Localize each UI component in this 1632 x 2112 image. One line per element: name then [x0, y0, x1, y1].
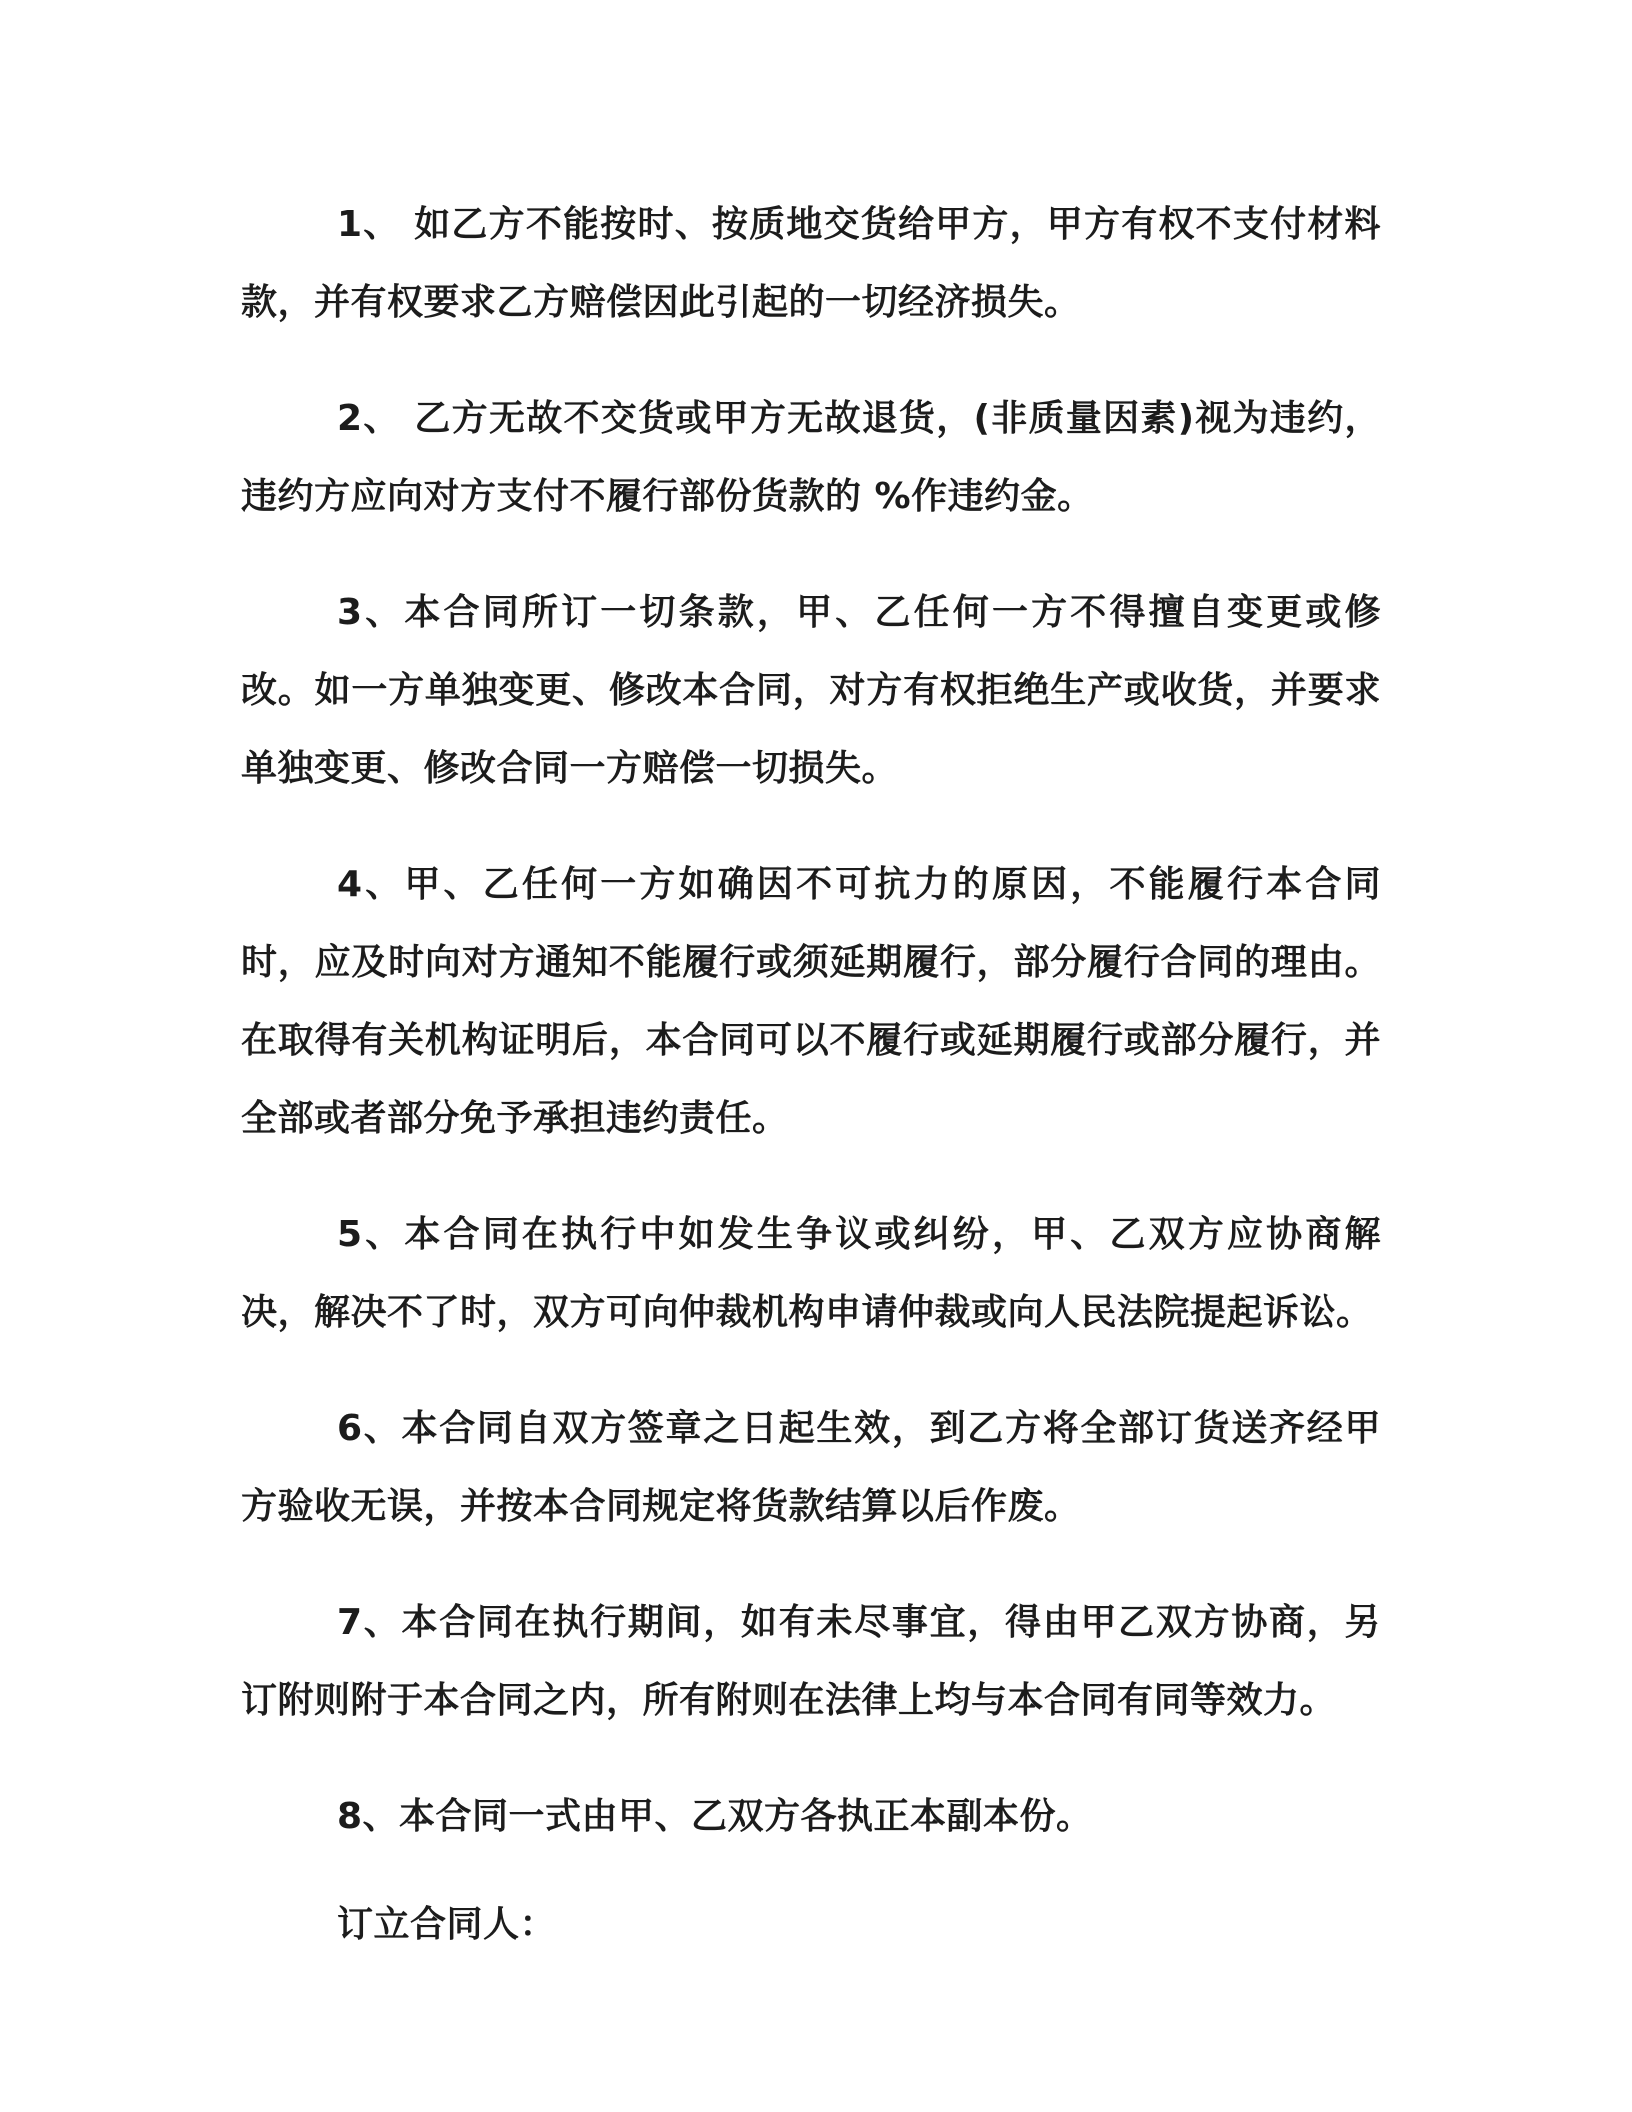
signature-label: 订立合同人：	[337, 1904, 557, 1945]
clause-7: 7、本合同在执行期间，如有未尽事宜，得由甲乙双方协商，另订附则附于本合同之内，所有附则在法律上均与本合同有同等效力。	[241, 1602, 1381, 1721]
clause-5: 5、本合同在执行中如发生争议或纠纷，甲、乙双方应协商解决，解决不了时，双方可向仲裁机构申请仲裁或向人民法院提起诉讼。	[241, 1214, 1381, 1333]
clause-2: 2、 乙方无故不交货或甲方无故退货，(非质量因素)视为违约，违约方应向对方支付不履行部份货款的 %作违约金。	[241, 398, 1381, 517]
clause-4: 4、甲、乙任何一方如确因不可抗力的原因，不能履行本合同时，应及时向对方通知不能履行或须延期履行，部分履行合同的理由。在取得有关机构证明后，本合同可以不履行或延期履行或部分履行，并全部或者部分免予承担违约责任。	[241, 864, 1381, 1139]
clause-8: 8、本合同一式由甲、乙双方各执正本副本份。	[337, 1796, 1093, 1837]
clause-1: 1、 如乙方不能按时、按质地交货给甲方，甲方有权不支付材料款，并有权要求乙方赔偿因此引起的一切经济损失。	[241, 204, 1381, 323]
clause-6: 6、本合同自双方签章之日起生效，到乙方将全部订货送齐经甲方验收无误，并按本合同规定将货款结算以后作废。	[241, 1408, 1381, 1527]
document-body	[241, 186, 1381, 2002]
clause-3: 3、本合同所订一切条款，甲、乙任何一方不得擅自变更或修改。如一方单独变更、修改本合同，对方有权拒绝生产或收货，并要求单独变更、修改合同一方赔偿一切损失。	[241, 592, 1381, 789]
